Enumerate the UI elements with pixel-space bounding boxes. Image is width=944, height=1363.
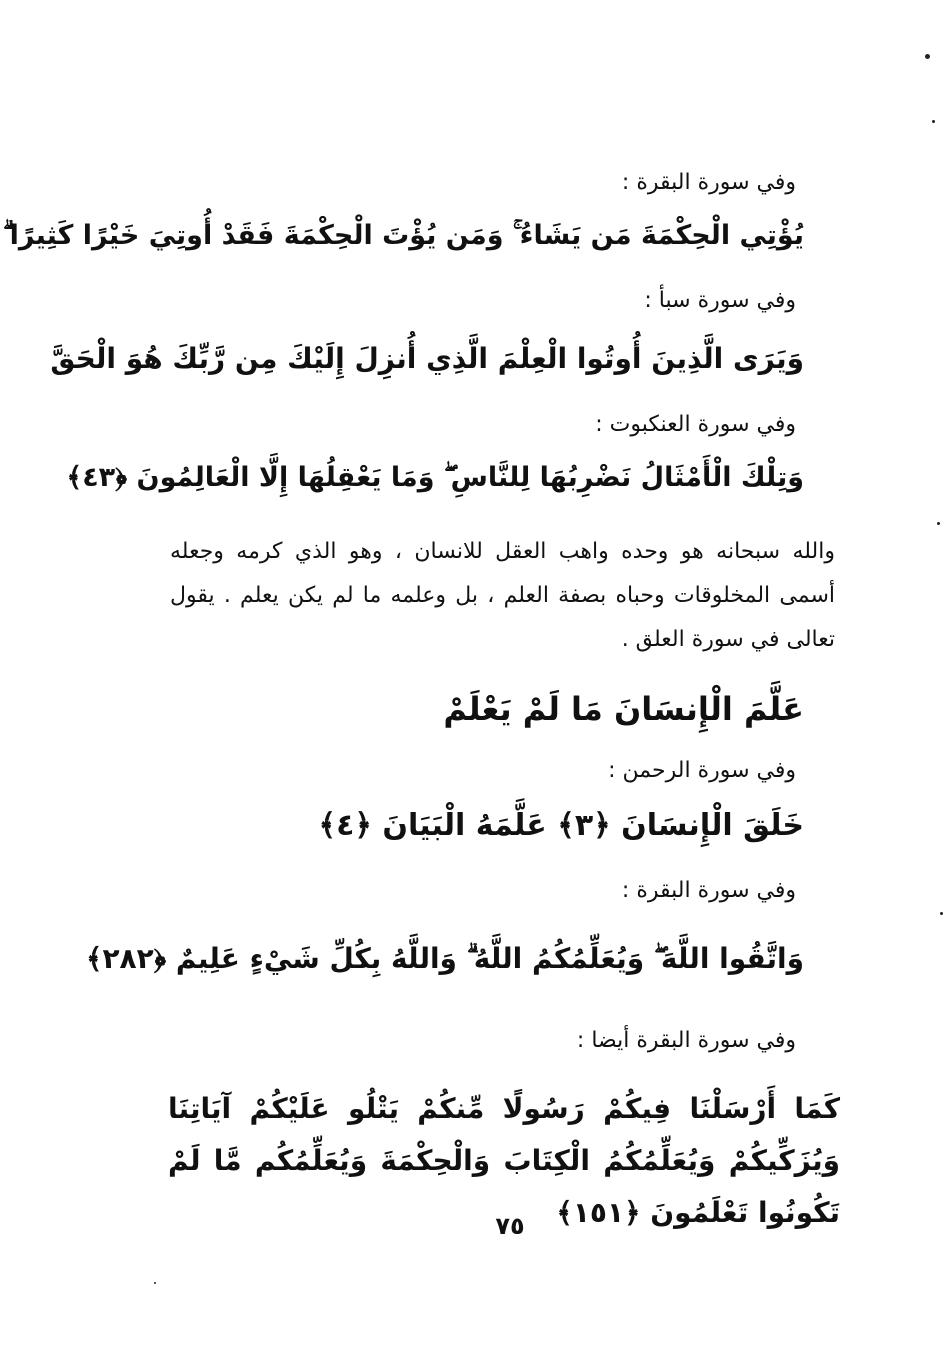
surah-intro-baqarah-1: وفي سورة البقرة : [621,170,796,195]
verse-hikmah: يُؤْتِي الْحِكْمَةَ مَن يَشَاءُ ۚ وَمَن يُؤْتَ الْحِكْمَةَ فَقَدْ أُوتِيَ خَيْرًا كَثِيرًا ۗ [2,220,804,251]
verse-saba: وَيَرَى الَّذِينَ أُوتُوا الْعِلْمَ الَّذِي أُنزِلَ إِلَيْكَ مِن رَّبِّكَ هُوَ الْحَقَّ [50,342,804,375]
body-paragraph: والله سبحانه هو وحده واهب العقل للانسان ، وهو الذي كرمه وجعله أسمى المخلوقات وحباه بصفة العلم ، بل وعلمه ما لم يكن يعلم . يقول تعالى في سورة العلق . [170,539,835,652]
page-number: ٧٥ [495,1212,525,1240]
scan-speck [932,120,935,123]
surah-intro-rahman: وفي سورة الرحمن : [608,758,796,783]
scan-speck [154,1282,156,1284]
surah-intro-baqarah-2: وفي سورة البقرة : [621,878,796,903]
verse-ankabut: وَتِلْكَ الْأَمْثَالُ نَضْرِبُهَا لِلنَّاسِ ۖ وَمَا يَعْقِلُهَا إِلَّا الْعَالِمُونَ ﴿٤٣﴾ [66,462,804,493]
scan-speck [940,912,943,915]
verse-alaq: عَلَّمَ الْإِنسَانَ مَا لَمْ يَعْلَمْ [443,690,804,728]
surah-intro-saba: وفي سورة سبأ : [644,288,796,313]
scan-speck [925,54,930,59]
surah-intro-ankabut: وفي سورة العنكبوت : [595,412,796,437]
verse-rahman: خَلَقَ الْإِنسَانَ ﴿٣﴾ عَلَّمَهُ الْبَيَانَ ﴿٤﴾ [318,808,804,843]
scan-speck [937,522,940,525]
verse-rasul: كَمَا أَرْسَلْنَا فِيكُمْ رَسُولًا مِّنكُمْ يَتْلُو عَلَيْكُمْ آيَاتِنَا وَيُزَكِّيكُمْ وَيُعَلِّمُكُمُ الْكِتَابَ وَالْحِكْمَةَ وَيُعَلِّمُكُم مَّا لَمْ تَكُونُوا تَعْلَمُونَ ﴿١٥١﴾ [168,1092,840,1229]
verse-taqwa: وَاتَّقُوا اللَّهَ ۖ وَيُعَلِّمُكُمُ اللَّهُ ۗ وَاللَّهُ بِكُلِّ شَيْءٍ عَلِيمٌ ﴿٢٨٢﴾ [86,942,804,975]
surah-intro-baqarah-3: وفي سورة البقرة أيضا : [576,1028,796,1053]
